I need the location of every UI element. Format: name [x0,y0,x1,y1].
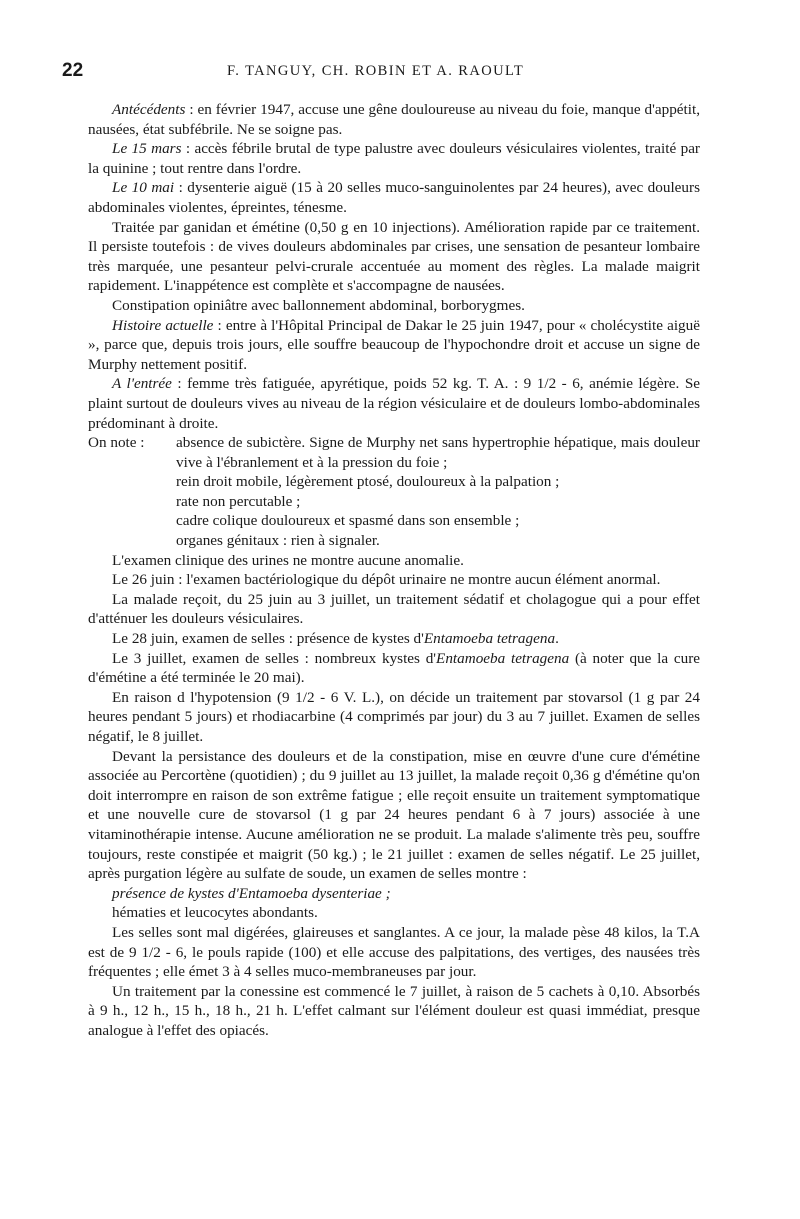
paragraph-text: : entre à l'Hôpital Principal de Dakar le 25 juin 1947, pour « cholécystite aiguë », parce que, depuis trois jours, elle souffre beaucoup de l'hypochondre droit et accuse un signe de Murphy nettement positif. [88,316,700,373]
paragraph-26-juin [88,570,700,590]
paragraph-text: . [555,630,559,648]
paragraph-label: Histoire actuelle [112,316,214,334]
paragraph-text: Un traitement par la conessine est commencé le 7 juillet, à raison de 5 cachets à 0,10. Absorbés à 9 h., 12 h., 15 h., 18 h., 21 h. L'effet calmant sur l'élément douleur est quasi immédiat, presque analogue à l'effet des opiacés. [88,982,700,1039]
finding-item: cadre colique douloureux et spasmé dans son ensemble ; [176,512,520,530]
paragraph-label: Le 10 mai [112,179,175,197]
paragraph-text: présence de kystes d'Entamoeba dysenteriae ; [112,884,391,902]
paragraph-text: Constipation opiniâtre avec ballonnement abdominal, borborygmes. [112,296,525,314]
paragraph-presence-kystes [88,884,700,904]
running-head: F. TANGUY, CH. ROBIN ET A. RAOULT [227,63,525,79]
paragraph-text: Le 28 juin, examen de selles : présence de kystes d' [112,630,424,648]
paragraph-10-mai [88,178,700,217]
paragraph-hematies [88,903,700,923]
finding-item: organes génitaux : rien à signaler. [176,532,380,550]
paragraph-text: : accès fébrile brutal de type palustre avec douleurs vésiculaires violentes, traité par la quinine ; tout rentre dans l'ordre. [88,140,700,177]
paragraph-persistance [88,747,700,884]
paragraph-text: : dysenterie aiguë (15 à 20 selles muco-sanguinolentes par 24 heures), avec douleurs abdominales violentes, épreintes, ténesme. [88,179,700,216]
paragraph-label: Le 15 mars [112,140,182,158]
paragraph-antecedents [88,100,700,139]
paragraph-entree [88,374,700,433]
paragraph-text: La malade reçoit, du 25 juin au 3 juillet, un traitement sédatif et cholagogue qui a pour effet d'atténuer les douleurs vésiculaires. [88,590,700,628]
paragraph-text: L'examen clinique des urines ne montre aucune anomalie. [112,551,464,569]
paragraph-text: Le 26 juin : l'examen bactériologique du dépôt urinaire ne montre aucun élément anormal. [112,571,661,589]
findings-row [88,433,700,472]
paragraph-text: hématies et leucocytes abondants. [112,904,318,922]
paragraph-15-mars [88,139,700,178]
paragraph-histoire-actuelle [88,316,700,375]
paragraph-text: : femme très fatiguée, apyrétique, poids 52 kg. T. A. : 9 1/2 - 6, anémie légère. Se plaint surtout de douleurs vives au niveau de la région vésiculaire et de douleurs lombo-abdominales prédominant à droite. [88,375,701,432]
paragraph-constipation [88,296,700,316]
paragraph-hypotension [88,688,700,747]
species-name: Entamoeba tetragena [423,630,556,648]
page-number: 22 [62,60,84,81]
page-header [62,60,710,86]
species-name: Entamoeba tetragena [436,649,570,667]
paragraph-urines [88,551,700,571]
paragraph-label: Antécédents [112,101,186,118]
paragraph-text: Le 3 juillet, examen de selles : nombreux kystes d' [112,649,437,667]
paragraph-label: A l'entrée [112,375,172,393]
findings-list [88,433,700,551]
finding-item: rein droit mobile, légèrement ptosé, douloureux à la palpation ; [176,473,560,491]
paragraph-text: Traitée par ganidan et émétine (0,50 g en 10 injections). Amélioration rapide par ce traitement. Il persiste toutefois : de vives douleurs abdominales par crises, une sensation de pesanteur lombaire très marquée, une pesanteur pelvi-crurale accentuée au moment des règles. La malade maigrit rapidement. L'inappétence est complète et s'accompagne de nausées. [88,218,700,295]
paragraph-text: En raison d l'hypotension (9 1/2 - 6 V. L.), on décide un traitement par stovarsol (1 g par 24 heures pendant 5 jours) et rhodiacarbine (4 comprimés par jour) du 3 au 7 juillet. Examen de selles négatif, le 8 juillet. [88,688,700,745]
paragraph-28-juin [88,629,700,649]
paragraph-traitement [88,218,700,296]
paragraph-text: : en février 1947, accuse une gêne douloureuse au niveau du foie, manque d'appétit, nausées, état subfébrile. Ne se soigne pas. [88,101,700,138]
paragraph-text: Devant la persistance des douleurs et de la constipation, mise en œuvre d'une cure d'émétine associée au Percortène (quotidien) ; du 9 juillet au 13 juillet, la malade reçoit 0,36 g d'émétine qu'on doit interrompre en raison de son extrême fatigue ; elle reçoit ensuite un traitement symptomatique et une nouvelle cure de stovarsol (1 g par 24 heures pendant 6 à 7 jours) associée à une vitaminothérapie intense. Aucune amélioration ne se produit. La malade s'alimente très peu, souffre toujours, reste constipée et maigrit (50 kg.) ; le 21 juillet : examen de selles négatif. Le 25 juillet, après purgation légère au sulfate de soude, un examen de selles montre : [88,747,700,883]
paragraph-text: Les selles sont mal digérées, glaireuses et sanglantes. A ce jour, la malade pèse 48 kilos, la T.A est de 9 1/2 - 6, le pouls rapide (100) et elle accuse des palpitations, des vertiges, des nausées très fréquentes ; elle émet 3 à 4 selles muco-membraneuses par jour. [88,923,700,981]
paragraph-traitement-sedatif [88,590,700,629]
paragraph-3-juillet [88,649,700,688]
paragraph-conessine [88,982,700,1041]
paragraph-selles [88,923,700,982]
paragraph-text: (à noter que la cure d'émétine a été terminée le 20 mai). [88,649,700,687]
finding-item: rate non percutable ; [176,492,301,510]
finding-item: absence de subictère. Signe de Murphy net sans hypertrophie hépatique, mais douleur vive à l'ébranlement et à la pression du foie ; [176,434,700,471]
findings-intro: On note : [88,434,145,452]
body-text [88,100,700,1041]
